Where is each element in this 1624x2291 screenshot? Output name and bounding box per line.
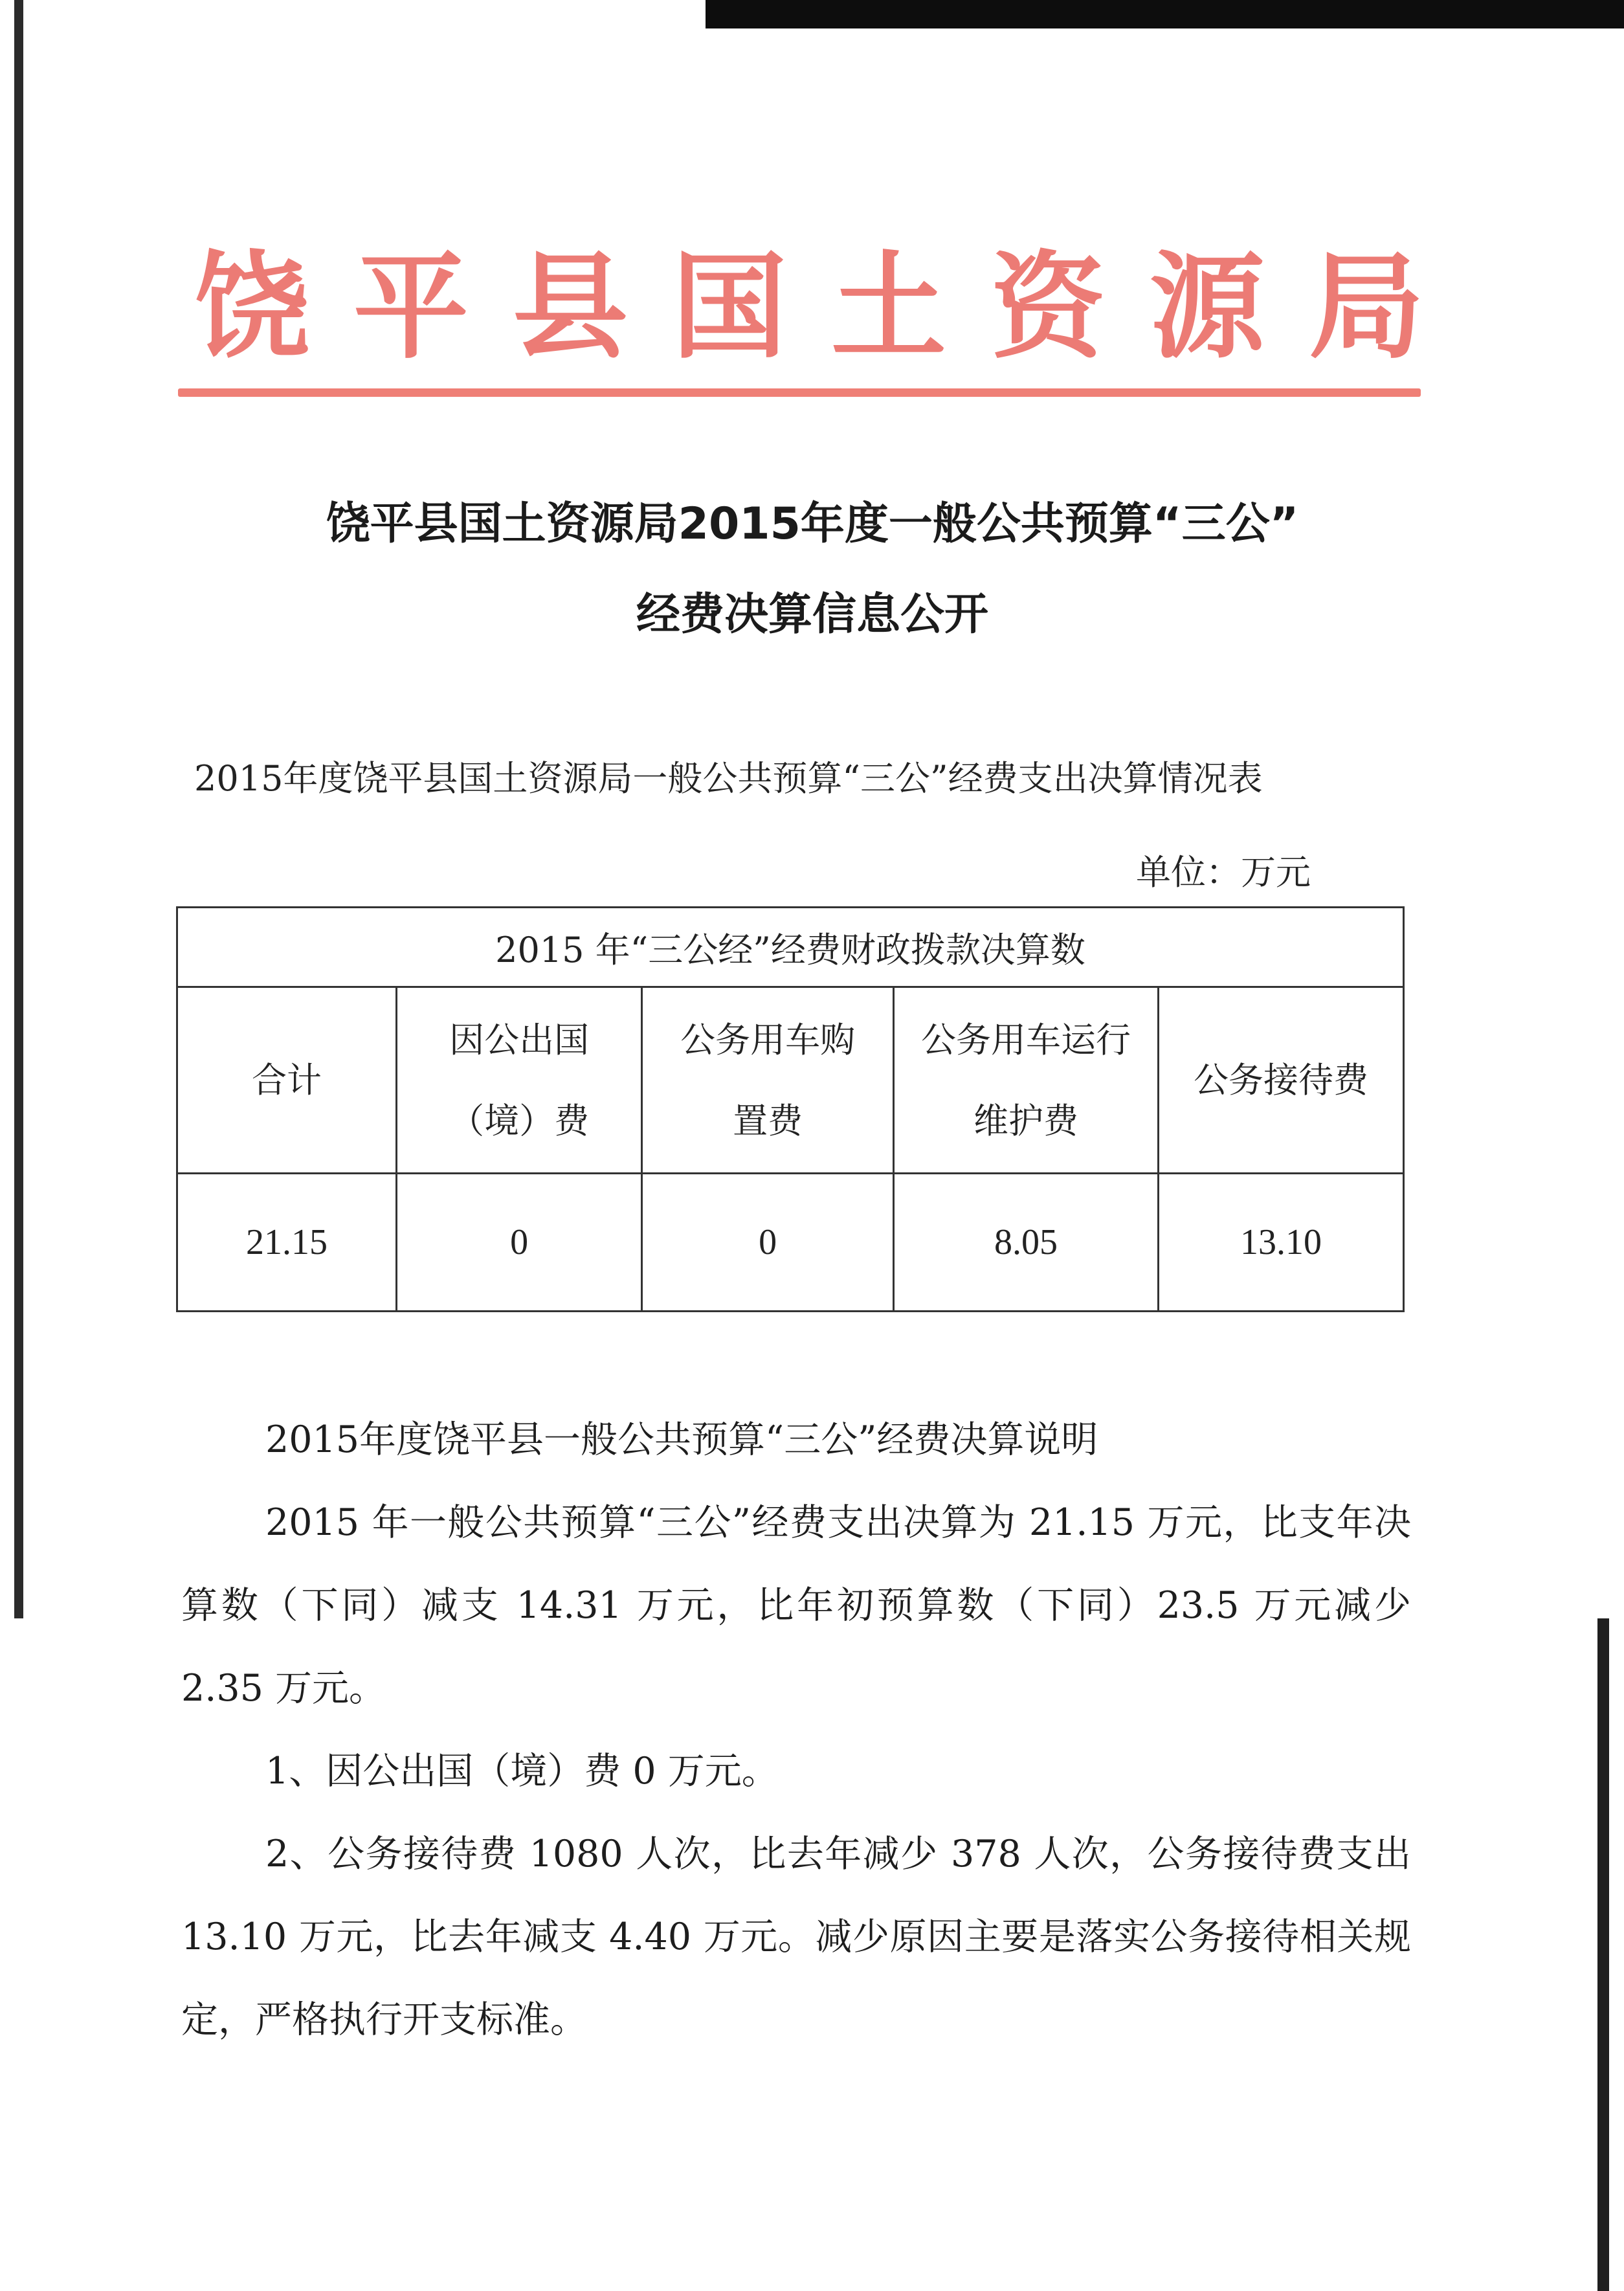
scan-edge-left: [14, 0, 23, 1618]
letterhead-rule: [178, 388, 1421, 397]
table-header-row: [177, 908, 1404, 987]
letterhead-title: [194, 230, 1424, 385]
column-header-text: 因公出国: [449, 1019, 590, 1060]
value-vehicle-purchase: 0: [642, 1174, 894, 1312]
letterhead-char: 源: [1150, 240, 1265, 374]
column-header-text: 公务接待费: [1193, 1060, 1368, 1101]
column-header-text: 公务用车运行: [921, 1019, 1131, 1060]
scan-edge-right: [1597, 1618, 1609, 2291]
explanation-paragraph: 2、公务接待费 1080 人次，比去年减少 378 人次，公务接待费支出 13.10 万元，比去年减支 4.40 万元。减少原因主要是落实公务接待相关规定，严格执行开支标准。: [181, 1833, 1411, 2041]
letterhead-char: 国: [672, 240, 787, 374]
column-header-text: 合计: [252, 1060, 322, 1101]
value-vehicle-maintenance: 8.05: [894, 1174, 1159, 1312]
column-header-vehicle-maintenance: [894, 987, 1159, 1174]
column-header-text: 维护费: [973, 1100, 1079, 1141]
column-header-vehicle-purchase: [642, 987, 894, 1174]
explanation-paragraph: 1、因公出国（境）费 0 万元。: [265, 1750, 779, 1793]
letterhead-char: 局: [1309, 240, 1424, 374]
scan-edge-top: [706, 0, 1624, 28]
column-header-overseas: [397, 987, 642, 1174]
table-row: [177, 1174, 1404, 1312]
column-header-total: [177, 987, 397, 1174]
document-title: [162, 479, 1463, 660]
column-header-text: （境）费: [449, 1100, 590, 1141]
table-header: 2015 年“三公经”经费财政拨款决算数: [177, 908, 1404, 987]
explanation-section: [181, 1398, 1411, 2061]
letterhead-char: 资: [990, 240, 1106, 374]
letterhead-char: 平: [353, 240, 469, 374]
explanation-heading: 2015年度饶平县一般公共预算“三公”经费决算说明: [265, 1418, 1098, 1461]
column-header-text: 公务用车购: [680, 1019, 856, 1060]
value-total: 21.15: [177, 1174, 397, 1312]
column-header-reception: [1158, 987, 1403, 1174]
explanation-paragraph: 2015 年一般公共预算“三公”经费支出决算为 21.15 万元，比支年决算数（下同）减支 14.31 万元，比年初预算数（下同）23.5 万元减少 2.35 万元。: [181, 1501, 1411, 1710]
document-title-line-2: 经费决算信息公开: [636, 589, 988, 640]
letterhead-char: 饶: [194, 240, 309, 374]
unit-label: 单位：万元: [1136, 852, 1311, 893]
column-header-row: [177, 987, 1404, 1174]
document-title-line-1: 饶平县国土资源局2015年度一般公共预算“三公”: [326, 498, 1299, 550]
value-overseas: 0: [397, 1174, 642, 1312]
table-caption: 2015年度饶平县国土资源局一般公共预算“三公”经费支出决算情况表: [194, 758, 1263, 799]
value-reception: 13.10: [1158, 1174, 1403, 1312]
letterhead-char: 县: [513, 240, 628, 374]
budget-table: [176, 906, 1405, 1312]
letterhead-char: 土: [831, 240, 946, 374]
column-header-text: 置费: [733, 1100, 803, 1141]
